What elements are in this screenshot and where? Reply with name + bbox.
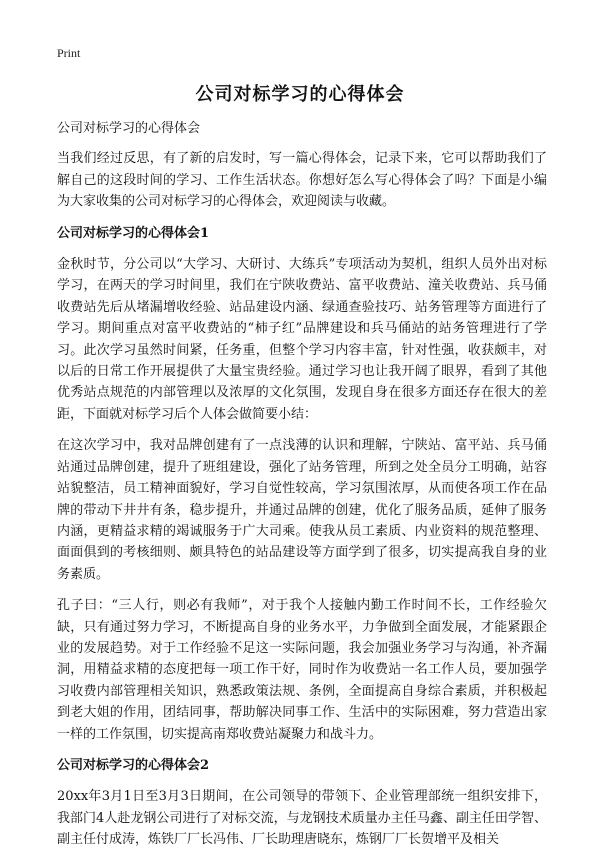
section-1-paragraph-3: 孔子曰：“三人行，则必有我师”，对于我个人接触内勤工作时间不长，工作经验欠缺，只有通过努力学习，不断提高自身的业务水平，力争做到全面发展，才能紧跟企业的发展趋势。对于工作经验不足这一实际问题，我会加强业务学习与沟通，补齐漏洞，用精益求精的态度把每一项工作干好，同时作为收费站一名工作人员，要加强学习收费内部管理相关知识，熟悉政策法规、条例，全面提高自身综合素质，并积极起到老大姐的作用，团结同事，帮助解决同事工作、生活中的实际困难，努力营造出家一样的工作氛围，切实提高南郑收费站凝聚力和战斗力。: [57, 598, 547, 742]
document-body: [57, 118, 547, 851]
document-subtitle: 公司对标学习的心得体会: [57, 121, 201, 136]
section-1-paragraph-2: 在这次学习中，我对品牌创建有了一点浅薄的认识和理解，宁陕站、富平站、兵马俑站通过品牌创建，提升了班组建设，强化了站务管理，所到之处全员分工明确，站容站貌整洁，员工精神面貌好，学习自觉性较高，学习氛围浓厚，从而使各项工作在品牌的带动下井井有条，稳步提升，并通过品牌的创建，优化了服务品质，延伸了服务内涵，更精益求精的竭诚服务于广大司乘。使我从员工素质、内业资料的规范整理、面面俱到的考核细则、颇具特色的站品建设等方面学到了很多，切实提高我自身的业务素质。: [57, 438, 547, 582]
section-1-heading: 公司对标学习的心得体会1: [57, 225, 210, 241]
section-2-heading: 公司对标学习的心得体会2: [57, 757, 210, 773]
page-title: 公司对标学习的心得体会: [195, 84, 405, 105]
section-1: [57, 223, 547, 745]
section-2: [57, 755, 547, 851]
intro-paragraph: 当我们经过反思，有了新的启发时，写一篇心得体会，记录下来，它可以帮助我们了解自己的这段时间的学习、工作生活状态。你想好怎么写心得体会了吗？下面是小编为大家收集的公司对标学习的心得体会，欢迎阅读与收藏。: [57, 151, 547, 210]
section-2-paragraph-1: 20xx年3月1日至3月3日期间，在公司领导的带领下、企业管理部统一组织安排下，我部门4人赴龙钢公司进行了对标交流，与龙钢技术质量办主任马鑫、副主任田学智、副主任付成涛，炼铁厂厂长冯伟、厂长助理唐晓东，炼钢厂厂长贺增平及相关: [57, 789, 547, 848]
section-1-paragraph-1: 金秋时节，分公司以“大学习、大研讨、大练兵”专项活动为契机，组织人员外出对标学习，在两天的学习时间里，我们在宁陕收费站、富平收费站、潼关收费站、兵马俑收费站先后从堵漏增收经验、站品建设内涵、绿通查验技巧、站务管理等方面进行了学习。期间重点对富平收费站的“柿子红”品牌建设和兵马俑站的站务管理进行了学习。此次学习虽然时间紧，任务重，但整个学习内容丰富，针对性强，收获颇丰，对以后的日常工作开展提供了大量宝贵经验。通过学习也让我开阔了眼界，看到了其他优秀站点规范的内部管理以及浓厚的文化氛围，发现自身在很多方面还存在很大的差距，下面就对标学习后个人体会做简要小结：: [57, 257, 547, 422]
print-label: Print: [57, 46, 81, 60]
